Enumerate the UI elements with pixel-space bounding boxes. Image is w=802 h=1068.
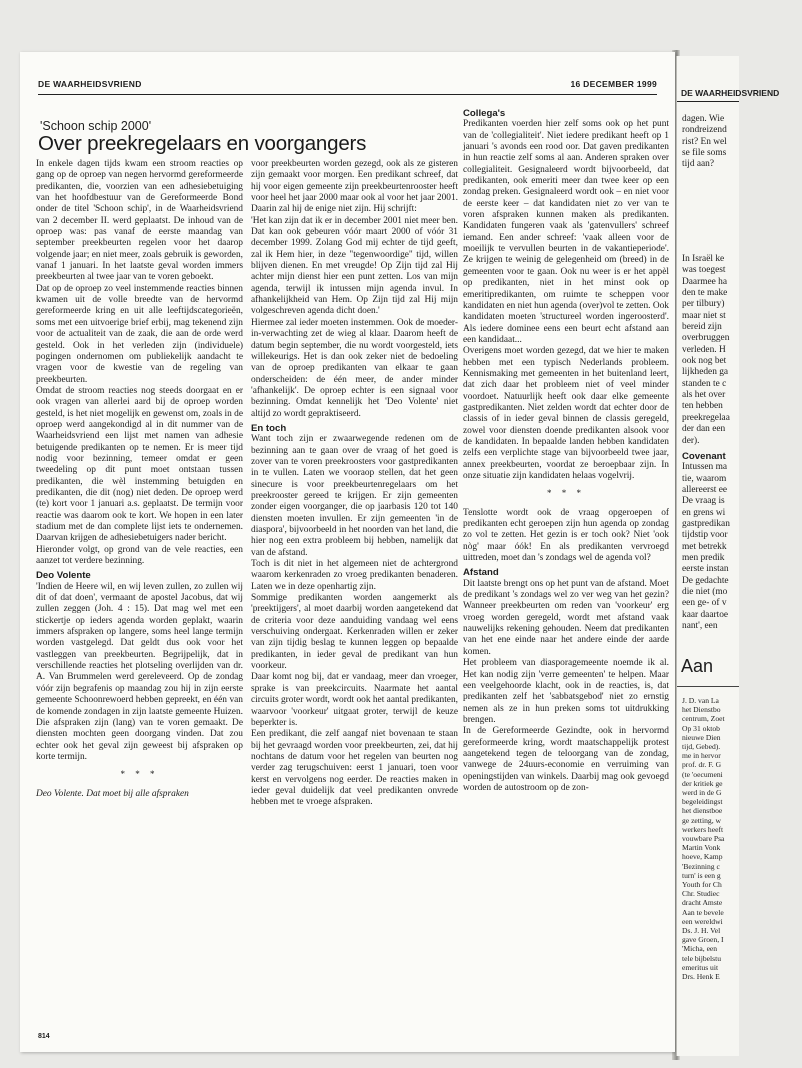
issue-date: 16 DECEMBER 1999 — [570, 79, 657, 89]
paragraph: 'Het kan zijn dat ik er in december 2001 niet meer ben. Dat kan ook gebeuren vóór maart 2000 of vóór 31 december 1999. Zolang God mij echter de tijd geeft, zal ik Hem hier, in deze "tegenwoordige" tijd, willen blijven dienen. En met vreugde! Op Zijn tijd zal Hij achter mijn dienst hier een punt zetten. Los van mijn agenda, terwijl ik intussen mijn agenda invul. In afhankelijkheid van Hem. Op Zijn tijd zal Hij mijn volgeschreven agenda dicht doen.' — [251, 215, 458, 317]
paragraph: Aan te bevele — [682, 907, 724, 917]
paragraph: Tenslotte wordt ook de vraag opgeroepen of predikanten echt geroepen zijn hun agenda op zondag zo vol te zetten. Het gezin is er toch ook? Niet 'ook nòg' maar óók! En als predikanten vervroegd uittreden, moet dan 's zondags wel de agenda vol? — [463, 507, 669, 564]
subheading-en-toch: En toch — [251, 422, 287, 434]
paragraph: se file soms — [682, 148, 727, 159]
paragraph: was toegest — [682, 265, 726, 276]
paragraph: dracht Amste — [682, 898, 723, 908]
paragraph: Intussen ma — [682, 462, 728, 473]
paragraph: vouwbare Psa — [682, 834, 725, 844]
article-column-1 — [36, 159, 243, 800]
adjacent-publication-name: DE WAARHEIDSVRIEND — [681, 88, 780, 98]
adjacent-text-mid — [682, 254, 802, 447]
paragraph: Predikanten voerden hier zelf soms ook op het punt van de 'collegialiteit'. Niet iedere predikant heeft op 1 januari 's avonds een rood oor. Dat gaven predikanten in hun reactie zelf soms al aan. Anderen spraken over collegialiteit. Gesignaleerd wordt bijvoorbeeld, dat predikanten, ook emeriti meer dan twee keer op een zondag preken. Gesignaleerd wordt ook – en niet voor de eerste keer – dat kandidaten niet zo ver van te voren afspraken kunnen maken als predikanten. Kandidaten fungeren vaak als 'gatenvullers' schreef iemand. Een ander schreef: 'vaak alleen voor de moeilijk te vervullen beurten in de vakantieperiode'. Ze krijgen te weinig de gelegenheid om (breed) in de gemeenten voor te gaan. Ook nu weer is er het appèl op predikanten, niet in het minst ook op emeritipredikanten, om ruimte te scheppen voor kandidaten en niet hun agenda (over)vol te zetten. Ook kandidaten moeten 'structureel worden ingeroosterd'. Als iedere dominee eens een beurt echt afstand aan een kandidaat... — [463, 119, 669, 345]
paragraph: standen te c — [682, 378, 727, 389]
adjacent-ad-rule — [677, 686, 739, 687]
paragraph: der kritiek ge — [682, 778, 723, 788]
paragraph: In de Gereformeerde Gezindte, ook in hervormd gereformeerde kring, wordt maatschappelijk protest aangetekend tegen de teloorgang van de zondag, vanwege de 24uurs-economie en verruiming van openingstijden van winkels. Daarbij mag ook gevoegd worden de autostroom op de zon- — [463, 726, 669, 793]
paragraph: rondreizend — [682, 125, 727, 136]
adjacent-covenant-block — [682, 451, 802, 633]
paragraph: een wereldwi — [682, 916, 723, 926]
paragraph: en grens wi — [682, 507, 726, 518]
column-1-paragraphs — [36, 159, 243, 567]
article-column-3 — [463, 108, 669, 794]
paragraph: ten hebben — [682, 401, 723, 412]
running-head — [38, 79, 657, 93]
publication-name: DE WAARHEIDSVRIEND — [38, 79, 142, 89]
adjacent-covenant-lines — [682, 462, 802, 632]
paragraph: Chr. Studiec — [682, 889, 720, 899]
column-2-paragraphs — [251, 159, 458, 420]
paragraph: gave Groen, I — [682, 935, 724, 945]
paragraph: tele bijbelstu — [682, 953, 722, 963]
paragraph: bereid zijn — [682, 322, 722, 333]
article-title: Over preekregelaars en voorgangers — [38, 132, 367, 155]
subheading-afstand: Afstand — [463, 567, 499, 579]
paragraph: als het over — [682, 390, 726, 401]
paragraph: per tilbury) — [682, 299, 725, 310]
paragraph: ook nog bet — [682, 356, 727, 367]
column-1-closing-line — [36, 789, 243, 800]
paragraph: dagen. Wie — [682, 114, 725, 124]
paragraph: J. D. van La — [682, 696, 719, 705]
paragraph: Dit laatste brengt ons op het punt van de afstand. Moet de predikant 's zondags wel zo ver weg van het gezin? Wanneer preekbeurten om reden van 'voorkeur' erg vroeg worden geregeld, wordt met afstand vaak nauwelijks rekening gehouden. Neem dat predikanten van het ene einde naar het andere einde der aarde komen. — [463, 578, 669, 657]
paragraph: overbruggen — [682, 333, 730, 344]
column-2b-paragraphs — [251, 434, 458, 808]
paragraph: nant', een — [682, 621, 718, 632]
paragraph: Omdat de stroom reacties nog steeds doorgaat en er ook vragen van allerlei aard bij de oproep worden gesteld, is het niet mogelijk en gewenst om, zoals in de oproep werd aangekondigd al in dit nummer van de Waarheidsvriend een lijst met namen van adhesie betuigende predikanten op te nemen. Er is meer tijd nodig voor bezinning, temeer omdat er geen tweedeling op dit punt moet ontstaan tussen predikanten, die wèl instemming betuigden en predikanten, die dit (nog) niet deden. De oproep werd (te) kort voor 1 januari a.s. geplaatst. De termijn voor reactie was daarom ook te kort. We hopen in een later stadium met de dan complete lijst iets te ondernemen. Daarvan krijgen de adhesiebetuigers nader bericht. — [36, 385, 243, 544]
section-separator: * * * — [547, 488, 585, 499]
page-number: 814 — [38, 1033, 50, 1040]
paragraph: Daar komt nog bij, dat er vandaag, meer dan vroeger, sprake is van preekcircuits. Naarmate het aantal circuits groter wordt, wordt ook het aantal predikanten, waarvoor 'voorkeur' uitgaat groter, terwijl de keuze beperkter is. — [251, 672, 458, 728]
paragraph: den te make — [682, 288, 728, 299]
paragraph: met betrekk — [682, 541, 727, 552]
paragraph: emeritus uit — [682, 962, 719, 972]
adjacent-header-rule — [677, 101, 739, 102]
paragraph: begeleidingst — [682, 797, 723, 807]
paragraph: Drs. Henk E — [682, 972, 720, 982]
paragraph: werkers heeft — [682, 824, 724, 834]
paragraph: De gedachte — [682, 575, 729, 586]
paragraph: Sommige predikanten worden aangemerkt als 'preektijgers', al moet daarbij worden aangetekend dat de criteria voor deze aanduiding vandaag wel eens verschuiving ondergaat. Kerkenraden willen er zeker van zijn tijdig beslag te kunnen leggen op bepaalde predikanten, in ieder geval de predikant van hun voorkeur. — [251, 593, 458, 672]
paragraph: Martin Vonk — [682, 843, 721, 853]
newspaper-page — [20, 52, 675, 1052]
paragraph: me in hervor — [682, 751, 721, 761]
paragraph: werd in de G — [682, 788, 722, 798]
column-3b-paragraphs — [463, 508, 669, 565]
paragraph: Een predikant, die zelf aangaf niet bovenaan te staan bij het gevraagd worden voor preekbeurten, zei, dat hij nochtans de datum voor het regelen van beurten nog verder zag terugschuiven: eerst 1 januari, toen voor kerst en vervolgens nog eerder. De reacties maken in ieder geval duidelijk dat veel predikanten onvrede hebben met te vroege afspraken. — [251, 729, 458, 808]
subheading-deo-volente: Deo Volente — [36, 570, 91, 582]
column-3c-paragraphs — [463, 579, 669, 795]
paragraph: tijd, Gebed). — [682, 742, 721, 752]
paragraph: die niet (mo — [682, 587, 728, 598]
paragraph: rist? En wel — [682, 136, 727, 147]
header-rule — [38, 94, 657, 95]
paragraph: tie, waarom — [682, 473, 727, 484]
paragraph: het dienstboe — [682, 806, 723, 816]
paragraph: preekregelaa — [682, 412, 730, 423]
paragraph: gastpredikan — [682, 519, 730, 530]
paragraph: Op 31 oktob — [682, 723, 720, 733]
paragraph: Youth for Ch — [682, 880, 722, 890]
paragraph: lijkheden ga — [682, 367, 729, 378]
paragraph: Hiermee zal ieder moeten instemmen. Ook de moeder-in-verwachting zet de wieg al klaar. Daarom heeft de datum begin september, die nu wordt voorgesteld, iets willekeurigs. Het is dan ook zeker niet de bedoeling van de oproep predikanten van elkaar te gaan onderscheiden: de één meer, de ander minder 'afhankelijk'. De oproep echter is een signaal voor bezinning. Omdat kennelijk het 'Deo Volente' niet altijd zo wordt gepraktiseerd. — [251, 317, 458, 419]
article-kicker: 'Schoon schip 2000' — [40, 119, 152, 133]
paragraph: 'Indien de Heere wil, en wij leven zullen, zo zullen wij dit of dat doen', vermaant de apostel Jacobus, dat wij zullen zeggen (Joh. 4 : 15). Dat mag wel met een stickertje op ieders agenda worden geplakt, waarin immers afspraken op langere, soms heel lange termijn worden vastgelegd. Dat geldt dus ook voor het vastleggen van preekbeurten. Begrijpelijk, dat in verschillende reacties het plotseling overlijden van dr. A. Van Brummelen werd gereleveerd. Op de zondag vóór zijn begrafenis op maandag zou hij in zijn eerste gemeente Schoonrewoerd hebben gepreekt, en één van de komende zondagen in zijn laatste gemeente Huizen. Die afspraken zijn (lang) van te voren gemaakt. De diensten mochten geen doorgang vinden. Dat zou echter ook het geval zijn geweest bij afspraken op korte termijn. — [36, 581, 243, 762]
paragraph: Het probleem van diasporagemeente noemde ik al. Het kan nodig zijn 'verre gemeenten' te helpen. Maar een veelgehoorde klacht, ook in de reacties, is, dat predikanten zelf het 'sabbatsgebod' niet zo ernstig nemen als ze in hun preken soms tot uitdrukking brengen. — [463, 658, 669, 725]
paragraph: Daarmee ha — [682, 276, 728, 287]
paragraph: Ds. J. H. Vel — [682, 926, 721, 936]
paragraph: der). — [682, 435, 700, 446]
paragraph: Hieronder volgt, op grond van de vele reacties, een aanzet tot verdere bezinning. — [36, 544, 243, 567]
paragraph: Dat op de oproep zo veel instemmende reacties binnen kwamen uit de volle breedte van de hervormd gereformeerde kring en uit alle leeftijdscategorieën, soms met een uitvoerige brief erbij, mag tekenend zijn voor de actualiteit van de zaak, die aan de orde werd gesteld. Ook in het verleden zijn (individuele) pogingen ondernomen om publiekelijk aandacht te vragen voor de kwestie van de regeling van preekbeurten. — [36, 283, 243, 385]
paragraph: prof. dr. F. G — [682, 760, 722, 770]
paragraph: eerste instan — [682, 564, 729, 575]
paragraph: het Dienstbo — [682, 705, 721, 715]
paragraph: De vraag is — [682, 496, 725, 507]
paragraph: allereerst ee — [682, 485, 728, 496]
adjacent-text-top — [682, 114, 802, 171]
paragraph: voor preekbeurten worden gezegd, ook als ze gisteren zijn gemaakt voor morgen. Een predikant schreef, dat hij voor eigen gemeente zijn preekbeurtenrooster heeft voor heel het jaar 2000 maar ook al voor het jaar 2001. Daarin zal hij de enige niet zijn. Hij schrijft: — [251, 159, 458, 215]
column-1-closing-text: Deo Volente. Dat moet bij alle afspraken — [36, 788, 189, 799]
paragraph: hoeve, Kamp — [682, 852, 723, 862]
adjacent-subheading-covenant: Covenant — [682, 451, 726, 462]
paragraph: 'Micha, een — [682, 944, 718, 954]
paragraph: men predik — [682, 553, 725, 564]
section-separator: * * * — [120, 769, 159, 780]
paragraph: Toch is dit niet in het algemeen niet de achtergrond waarom kerkenraden zo vroeg predikanten benaderen. Laten we in deze openhartig zijn. — [251, 559, 458, 592]
paragraph: centrum, Zoet — [682, 714, 725, 724]
column-1b-paragraphs — [36, 582, 243, 764]
paragraph: der dan een — [682, 424, 726, 435]
column-3-paragraphs — [463, 119, 669, 482]
paragraph: kaar daartoe — [682, 609, 729, 620]
paragraph: turn' is een g — [682, 870, 721, 880]
adjacent-ad-lines — [682, 696, 802, 981]
paragraph: tijd aan? — [682, 159, 715, 170]
paragraph: tijdstip voor — [682, 530, 728, 541]
paragraph: Want toch zijn er zwaarwegende redenen om de bezinning aan te gaan over de vraag of het goed is zover van te voren preekroosters voor gastpredikanten in te vullen. Laten we vooraop stellen, dat het geen sinecure is voor preekbeurtenregelaars om het preekrooster gereed te krijgen. Er zijn gemeenten zonder eigen voorganger, die op jaarbasis 120 tot 140 diensten moeten invullen. Er zijn gemeenten 'in de diaspora', bijvoorbeeld in het noorden van het land, die hier nog een extra probleem bij hebben, namelijk dat van de afstand. — [251, 434, 458, 558]
article-column-2 — [251, 159, 458, 809]
paragraph: nieuwe Dien — [682, 732, 721, 742]
paragraph: ge zetting, w — [682, 815, 722, 825]
paragraph: Overigens moet worden gezegd, dat we hier te maken hebben met een typisch Nederlands probleem. Kennismaking met gemeenten in het buitenland leert, dat zich daar het probleem niet of veel minder voordoet. Natuurlijk heeft ook daar elke gemeente gastpredikanten. Niet zelden wordt dat echter door de classis of in ieder geval binnen de classis geregeld, zowel voor diensten doende predikanten alsook voor de kandidaten. In bepaalde landen hebben kandidaten zelfs een verplichte stage van bijvoorbeeld twee jaar, annex preekbeurten, voordat ze beroepbaar zijn. In onze situatie zijn kandidaten helaas vogelvrij. — [463, 346, 669, 481]
paragraph: 'Bezinning c — [682, 861, 720, 871]
paragraph: In enkele dagen tijds kwam een stroom reacties op gang op de oproep van negen hervormd gereformeerde predikanten, die, voorzien van een adhesiebetuiging van het hoofdbestuur van de Gereformeerde Bond onder de titel 'Schoon schip', in de Waarheidsvriend van 2 december II. werd geplaatst. De inhoud van de oproep was: pas vanaf de eerste maandag van september preekbeurten regelen voor het daarop volgende jaar; en niet meer, zoals gebruik is geworden, vanaf 1 januari. In het laatste geval worden immers preekbeurten al twee jaar van te voren geboekt. — [36, 159, 243, 283]
paragraph: een ge- of v — [682, 598, 727, 609]
paragraph: (te 'oecumeni — [682, 769, 723, 779]
paragraph: In Israël ke — [682, 254, 725, 264]
adjacent-page-edge — [676, 56, 780, 1056]
paragraph: maar niet st — [682, 310, 726, 321]
paragraph: verleden. H — [682, 344, 726, 355]
adjacent-ad-title: Aan — [681, 656, 714, 676]
subheading-collegas: Collega's — [463, 108, 506, 119]
